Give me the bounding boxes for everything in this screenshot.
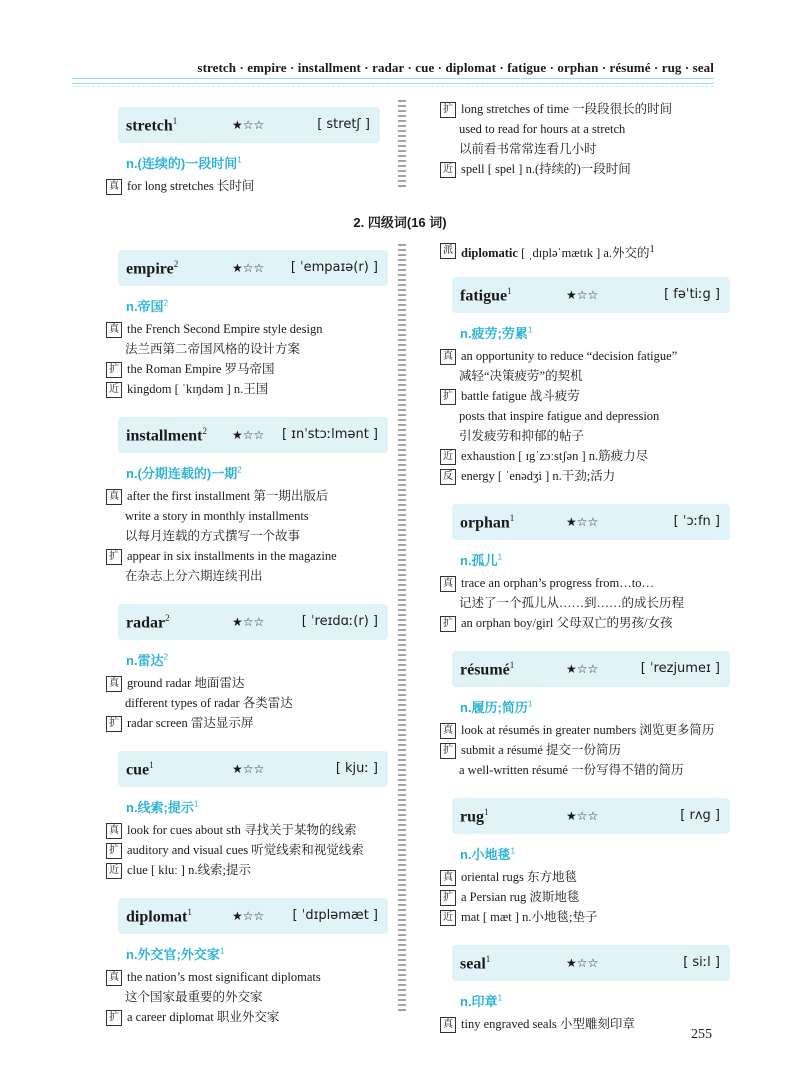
tag-spacer bbox=[106, 569, 120, 583]
example-line bbox=[440, 907, 730, 927]
entry-rug bbox=[440, 798, 730, 927]
example-tag-icon: 真 bbox=[440, 723, 456, 739]
example-tag-icon: 真 bbox=[106, 970, 122, 986]
example-tag-icon: 扩 bbox=[106, 716, 122, 732]
example-text: different types of radar 各类雷达 bbox=[125, 696, 293, 710]
headword: rug$^1$ bbox=[460, 807, 489, 826]
example-line bbox=[106, 987, 388, 1007]
difficulty-stars: ★☆☆ bbox=[232, 762, 265, 776]
example-tag-icon: 近 bbox=[106, 863, 122, 879]
example-line bbox=[440, 446, 730, 466]
sense-sup: 2 bbox=[163, 652, 169, 662]
example-tag-icon: 真 bbox=[106, 676, 122, 692]
headword-box bbox=[118, 417, 388, 453]
example-line bbox=[106, 840, 388, 860]
example-line bbox=[440, 760, 730, 780]
example-line bbox=[106, 546, 388, 566]
example-line bbox=[106, 967, 388, 987]
sense-sup: 1 bbox=[527, 699, 533, 709]
example-text: submit a résumé 提交一份简历 bbox=[461, 743, 622, 758]
tag-spacer bbox=[106, 342, 120, 356]
frequency-sup: 1 bbox=[509, 513, 515, 524]
example-text: energy [ ˈenədʒi ] n.干劲;活力 bbox=[461, 469, 616, 484]
column-divider-main bbox=[398, 244, 406, 1012]
headword: empire$^2$ bbox=[126, 259, 179, 278]
example-tag-icon: 扩 bbox=[106, 549, 122, 565]
example-tag-icon: 真 bbox=[440, 1017, 456, 1033]
tag-spacer bbox=[440, 409, 454, 423]
example-text: the French Second Empire style design bbox=[127, 322, 323, 336]
example-text: after the first installment 第一期出版后 bbox=[127, 489, 329, 503]
phonetic: [ stretʃ ] bbox=[317, 117, 370, 132]
tag-spacer bbox=[440, 596, 454, 610]
entry-radar bbox=[106, 604, 388, 733]
example-tag-icon: 扩 bbox=[440, 389, 456, 405]
entry-seal bbox=[440, 945, 730, 1034]
derived-word: diplomatic bbox=[461, 246, 518, 261]
phonetic: [ fəˈtiːg ] bbox=[664, 287, 720, 303]
page-number: 255 bbox=[691, 1027, 712, 1042]
example-text: 这个国家最重要的外交家 bbox=[125, 990, 263, 1004]
headword: fatigue$^1$ bbox=[460, 286, 512, 305]
frequency-sup: 2 bbox=[173, 259, 179, 269]
entry-stretch bbox=[109, 107, 380, 196]
sense-sup: 1 bbox=[497, 552, 503, 562]
example-text: spell [ spel ] n.(持续的)一段时间 bbox=[461, 162, 631, 176]
phonetic: [ ˈɔːfn ] bbox=[673, 514, 720, 530]
tag-spacer bbox=[106, 509, 120, 523]
entry-diplomat bbox=[106, 898, 388, 1027]
derived-word-text bbox=[461, 240, 730, 263]
sense-sup: 1 bbox=[219, 946, 225, 956]
example-text: the nation’s most significant diplomats bbox=[127, 970, 321, 984]
column-divider-top bbox=[398, 100, 406, 188]
example-text: 减轻“决策疲劳”的契机 bbox=[459, 369, 583, 384]
headword-box bbox=[452, 277, 730, 313]
example-line bbox=[440, 159, 730, 179]
entry-fatigue bbox=[440, 277, 730, 486]
phonetic: [ ɪnˈstɔːlmənt ] bbox=[281, 427, 378, 442]
sense-definition: n.帝国$^2$ bbox=[126, 298, 169, 314]
example-text: used to read for hours at a stretch bbox=[459, 122, 626, 136]
example-text: oriental rugs 东方地毯 bbox=[461, 870, 577, 885]
sense-definition: n.线索;提示$^1$ bbox=[126, 799, 199, 815]
difficulty-stars: ★☆☆ bbox=[566, 662, 599, 677]
phonetic: [ kjuː ] bbox=[335, 761, 378, 776]
example-tag-icon: 扩 bbox=[106, 362, 122, 378]
example-tag-icon: 真 bbox=[440, 576, 456, 592]
example-text: the Roman Empire 罗马帝国 bbox=[127, 362, 275, 376]
frequency-sup: 1 bbox=[509, 660, 515, 671]
example-line bbox=[106, 820, 388, 840]
entry-stretch-continued bbox=[440, 99, 730, 179]
tag-spacer bbox=[440, 429, 454, 443]
headword-box bbox=[118, 751, 388, 787]
example-line bbox=[440, 720, 730, 740]
example-text: mat [ mæt ] n.小地毯;垫子 bbox=[461, 910, 598, 925]
headword-box bbox=[452, 945, 730, 981]
example-line bbox=[440, 466, 730, 486]
headword: résumé$^1$ bbox=[460, 660, 515, 679]
example-line bbox=[440, 406, 730, 426]
example-text: ground radar 地面雷达 bbox=[127, 676, 245, 690]
headword: installment$^2$ bbox=[126, 426, 207, 445]
example-tag-icon: 扩 bbox=[440, 616, 456, 632]
headword-box bbox=[118, 107, 380, 143]
example-text: a Persian rug 波斯地毯 bbox=[461, 890, 580, 905]
example-line bbox=[440, 346, 730, 366]
example-text: posts that inspire fatigue and depression bbox=[459, 409, 660, 424]
sense-sup: 1 bbox=[193, 799, 199, 809]
example-text: exhaustion [ ɪgˈzɔːstʃən ] n.筋疲力尽 bbox=[461, 449, 649, 464]
sense-sup: 1 bbox=[237, 155, 242, 165]
tag-spacer bbox=[440, 142, 454, 156]
headword: radar$^2$ bbox=[126, 613, 170, 632]
example-line bbox=[106, 566, 388, 586]
frequency-sup: 1 bbox=[187, 907, 192, 917]
section-title: 2. 四级词(16 词) bbox=[353, 215, 447, 230]
headword-box bbox=[118, 604, 388, 640]
example-text: look for cues about sth 寻找关于某物的线索 bbox=[127, 823, 357, 837]
example-text: 以前看书常常连看几小时 bbox=[459, 142, 597, 156]
example-text: an opportunity to reduce “decision fatigue” bbox=[461, 349, 678, 364]
frequency-sup: 1 bbox=[484, 807, 489, 818]
phonetic: [ rʌg ] bbox=[680, 808, 720, 824]
headword-box bbox=[452, 651, 730, 687]
headword: seal$^1$ bbox=[460, 954, 491, 973]
sense-definition: n.(分期连载的)一期$^2$ bbox=[126, 465, 242, 481]
example-text: tiny engraved seals 小型雕刻印章 bbox=[461, 1017, 635, 1032]
sense-sup: 2 bbox=[163, 298, 169, 308]
example-tag-icon: 扩 bbox=[440, 743, 456, 759]
example-tag-icon: 近 bbox=[440, 162, 456, 178]
phonetic: [ ˈempaɪə(r) ] bbox=[290, 260, 378, 275]
example-line bbox=[440, 1014, 730, 1034]
derived-word-line bbox=[440, 240, 730, 263]
entry-empire bbox=[106, 250, 388, 399]
tag-spacer bbox=[106, 696, 120, 710]
sense-sup: 1 bbox=[527, 325, 533, 335]
headword-box bbox=[118, 250, 388, 286]
example-line bbox=[440, 366, 730, 386]
example-tag-icon: 真 bbox=[106, 322, 122, 338]
example-line bbox=[106, 1007, 388, 1027]
frequency-sup: 2 bbox=[165, 613, 170, 623]
example-text: battle fatigue 战斗疲劳 bbox=[461, 389, 580, 404]
example-tag-icon: 近 bbox=[106, 382, 122, 398]
derived-word-rest: [ ˌdɪpləˈmætɪk ] a.外交的 bbox=[517, 246, 650, 261]
example-line bbox=[106, 319, 388, 339]
example-text: write a story in monthly installments bbox=[125, 509, 309, 523]
example-line bbox=[106, 713, 388, 733]
difficulty-stars: ★☆☆ bbox=[566, 288, 599, 303]
tag-spacer bbox=[106, 990, 120, 1004]
tag-spacer bbox=[440, 763, 454, 777]
sense-definition: n.外交官;外交家$^1$ bbox=[126, 946, 225, 962]
difficulty-stars: ★☆☆ bbox=[232, 428, 265, 442]
entry-orphan bbox=[440, 504, 730, 633]
headword: cue$^1$ bbox=[126, 760, 154, 779]
difficulty-stars: ★☆☆ bbox=[566, 515, 599, 530]
example-tag-icon: 扩 bbox=[440, 102, 456, 118]
example-text: 在杂志上分六期连续刊出 bbox=[125, 569, 263, 583]
frequency-sup: 1 bbox=[172, 116, 178, 126]
example-line bbox=[440, 99, 730, 119]
example-line bbox=[106, 379, 388, 399]
example-text: auditory and visual cues 听觉线索和视觉线索 bbox=[127, 843, 364, 857]
header-rule-dashed bbox=[72, 86, 714, 87]
example-line bbox=[440, 139, 730, 159]
frequency-sup: 1 bbox=[507, 286, 512, 297]
example-tag-icon: 派 bbox=[440, 243, 456, 259]
difficulty-stars: ★☆☆ bbox=[232, 118, 265, 132]
phonetic: [ ˈrezjumeɪ ] bbox=[640, 661, 720, 677]
sense-sup: 1 bbox=[497, 993, 503, 1003]
example-line bbox=[106, 526, 388, 546]
example-line bbox=[440, 386, 730, 406]
phonetic: [ ˈreɪdɑː(r) ] bbox=[301, 614, 378, 629]
example-line bbox=[106, 506, 388, 526]
example-tag-icon: 近 bbox=[440, 449, 456, 465]
example-line bbox=[106, 339, 388, 359]
example-tag-icon: 扩 bbox=[106, 1010, 122, 1026]
sense-definition: n.雷达$^2$ bbox=[126, 652, 169, 668]
example-text: kingdom [ ˈkɪŋdəm ] n.王国 bbox=[127, 382, 269, 396]
example-line bbox=[106, 693, 388, 713]
example-line bbox=[440, 593, 730, 613]
example-line bbox=[106, 486, 388, 506]
entry-installment bbox=[106, 417, 388, 586]
sense-definition: n.小地毯$^1$ bbox=[460, 846, 516, 863]
example-tag-icon: 反 bbox=[440, 469, 456, 485]
entry-cue bbox=[106, 751, 388, 880]
sense-definition: n.履历;简历$^1$ bbox=[460, 699, 533, 716]
example-tag-icon: 近 bbox=[440, 910, 456, 926]
tag-spacer bbox=[440, 122, 454, 136]
derived-sup: 1 bbox=[649, 244, 655, 255]
example-line bbox=[440, 867, 730, 887]
sense-definition: n.印章$^1$ bbox=[460, 993, 503, 1010]
headword-box bbox=[452, 798, 730, 834]
example-tag-icon: 真 bbox=[106, 823, 122, 839]
example-line bbox=[440, 426, 730, 446]
example-text: clue [ kluː ] n.线索;提示 bbox=[127, 863, 251, 877]
entry-résumé bbox=[440, 651, 730, 780]
headword-box bbox=[118, 898, 388, 934]
example-line bbox=[106, 860, 388, 880]
headword-box bbox=[452, 504, 730, 540]
tag-spacer bbox=[106, 529, 120, 543]
example-line bbox=[106, 359, 388, 379]
example-text: appear in six installments in the magazine bbox=[127, 549, 337, 563]
difficulty-stars: ★☆☆ bbox=[232, 615, 265, 629]
sense-definition: n.(连续的)一段时间$^1$ bbox=[126, 155, 242, 171]
example-line bbox=[440, 740, 730, 760]
example-line bbox=[440, 119, 730, 139]
difficulty-stars: ★☆☆ bbox=[566, 809, 599, 824]
example-line bbox=[440, 887, 730, 907]
difficulty-stars: ★☆☆ bbox=[566, 956, 599, 971]
example-line bbox=[440, 573, 730, 593]
example-line bbox=[106, 673, 388, 693]
frequency-sup: 2 bbox=[202, 426, 207, 436]
example-tag-icon: 真 bbox=[106, 179, 122, 195]
headword: stretch$^1$ bbox=[126, 116, 178, 135]
example-text: look at résumés in greater numbers 浏览更多简历 bbox=[461, 723, 715, 738]
example-text: for long stretches 长时间 bbox=[127, 179, 255, 193]
left-column bbox=[106, 250, 388, 1045]
sense-sup: 2 bbox=[237, 465, 242, 475]
example-text: 记述了一个孤儿从……到……的成长历程 bbox=[459, 596, 685, 611]
frequency-sup: 1 bbox=[149, 760, 154, 770]
right-column bbox=[440, 240, 730, 1052]
sense-sup: 1 bbox=[510, 846, 516, 856]
example-tag-icon: 真 bbox=[106, 489, 122, 505]
tag-spacer bbox=[440, 369, 454, 383]
example-text: 以每月连载的方式撰写一个故事 bbox=[125, 529, 301, 543]
example-text: 引发疲劳和抑郁的帖子 bbox=[459, 429, 585, 444]
running-header: stretch · empire · installment · radar · cue · diplomat · fatigue · orphan · résumé · rug · seal bbox=[197, 60, 714, 75]
phonetic: [ ˈdɪpləmæt ] bbox=[292, 908, 378, 923]
difficulty-stars: ★☆☆ bbox=[232, 909, 265, 923]
example-text: a well-written résumé 一份写得不错的简历 bbox=[459, 763, 684, 778]
phonetic: [ siːl ] bbox=[683, 955, 720, 971]
example-text: 法兰西第二帝国风格的设计方案 bbox=[125, 342, 301, 356]
header-rule bbox=[72, 78, 714, 84]
example-tag-icon: 扩 bbox=[106, 843, 122, 859]
example-tag-icon: 扩 bbox=[440, 890, 456, 906]
stretch-examples bbox=[106, 176, 380, 196]
sense-definition: n.孤儿$^1$ bbox=[460, 552, 503, 569]
example-line bbox=[440, 613, 730, 633]
sense-definition: n.疲劳;劳累$^1$ bbox=[460, 325, 533, 342]
example-text: long stretches of time 一段段很长的时间 bbox=[461, 102, 673, 116]
example-text: radar screen 雷达显示屏 bbox=[127, 716, 254, 730]
example-text: trace an orphan’s progress from…to… bbox=[461, 576, 654, 591]
headword: orphan$^1$ bbox=[460, 513, 515, 532]
example-tag-icon: 真 bbox=[440, 349, 456, 365]
example-tag-icon: 真 bbox=[440, 870, 456, 886]
example-text: a career diplomat 职业外交家 bbox=[127, 1010, 280, 1024]
example-text: an orphan boy/girl 父母双亡的男孩/女孩 bbox=[461, 616, 673, 631]
difficulty-stars: ★☆☆ bbox=[232, 261, 265, 275]
example-line bbox=[106, 176, 380, 196]
frequency-sup: 1 bbox=[485, 954, 491, 965]
headword: diplomat$^1$ bbox=[126, 907, 192, 926]
